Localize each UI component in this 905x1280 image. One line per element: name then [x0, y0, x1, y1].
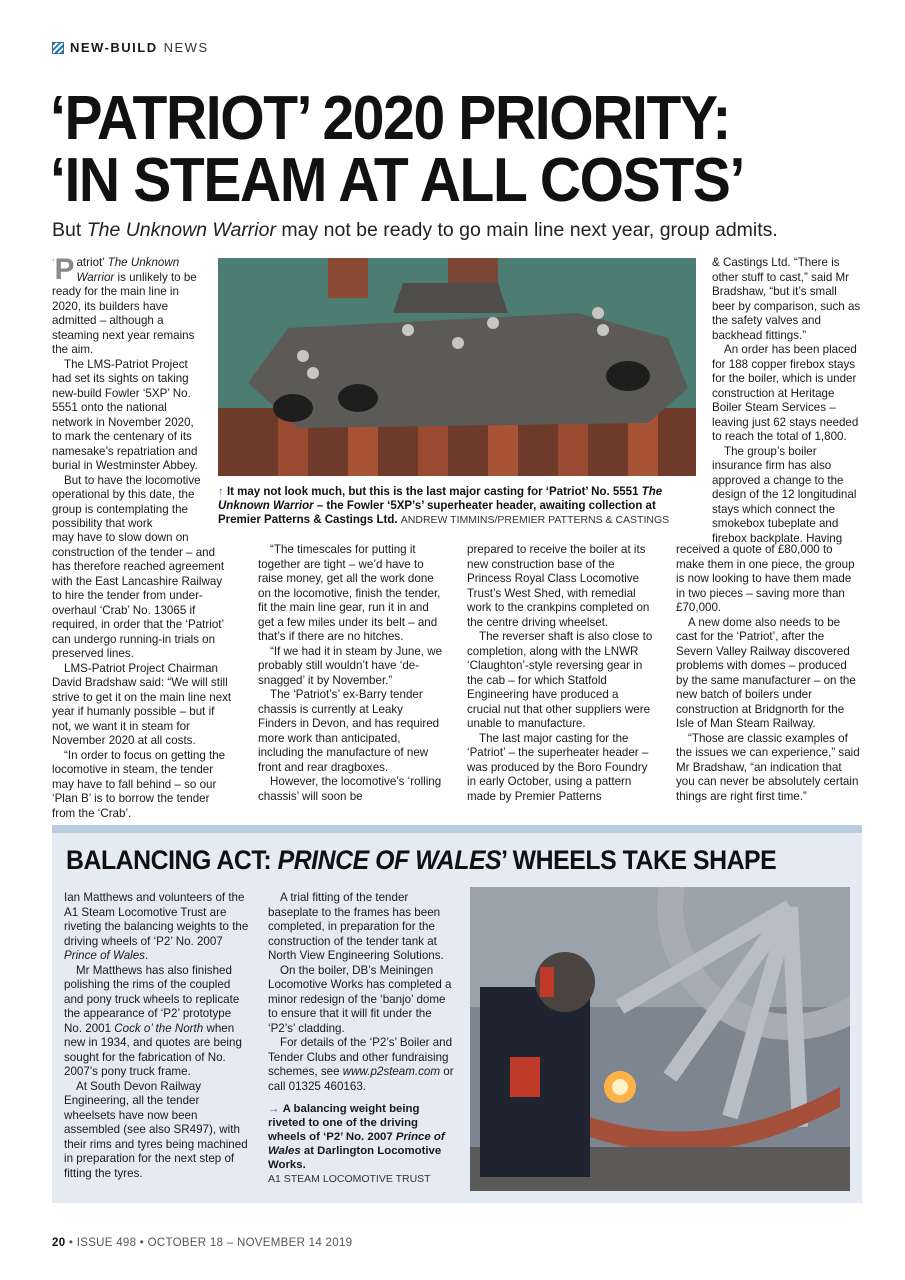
- article-paragraph: The reverser shaft is also close to completion, along with the LNWR ‘Claughton’-style reversing gear in the cab – for which Statfold Engineering have produced a crucial nut that other suppliers were unable to manufacture.: [467, 630, 653, 730]
- section-tag: [52, 40, 209, 55]
- section-marker-icon: [52, 42, 64, 54]
- dropcap-quote: ‘: [52, 257, 55, 269]
- dropcap: P: [54, 253, 75, 286]
- article-paragraph: However, the locomotive’s ‘rolling chassis’ will soon be: [258, 775, 442, 803]
- article-paragraph: The ‘Patriot’s’ ex-Barry tender chassis is currently at Leaky Finders in Devon, and has required more work than anticipated, including the manufacture of new front and rear dragboxes.: [258, 688, 440, 774]
- article-paragraph: & Castings Ltd. “There is other stuff to cast,” said Mr Bradshaw, “but it’s small beer by comparison, such as the safety valves and backhead fittings.”: [712, 256, 861, 342]
- article-column-2: [258, 543, 444, 804]
- box-paragraph: Mr Matthews has also finished polishing the rims of the coupled and pony truck wheels to replicate the appearance of ‘P2’ prototype No. 2001 Cock o’ the North when new in 1934, and quotes are being sought for the fabrication of No. 2007’s pony truck frame.: [64, 963, 242, 1078]
- headline: [50, 84, 804, 215]
- caption-arrow-icon: →: [268, 1103, 280, 1115]
- box-title: BALANCING ACT: PRINCE OF WALES’ WHEELS TAKE SHAPE: [66, 845, 777, 875]
- superheater-header-photo: [218, 258, 696, 476]
- box-paragraph: A trial fitting of the tender baseplate to the frames has been completed, in preparation for the construction of the tender tank at North View Engineering Solutions.: [268, 891, 444, 962]
- standfirst-post: may not be ready to go main line next year, group admits.: [275, 219, 778, 241]
- photo-caption-2: → A balancing weight being riveted to one of the driving wheels of ‘P2’ No. 2007 Prince of Wales at Darlington Locomotive Works. A1 STEAM LOCOMOTIVE TRUST: [268, 1103, 445, 1185]
- page-footer: [52, 1237, 352, 1249]
- box-paragraph: For details of the ‘P2’s’ Boiler and Tender Clubs and other fundraising schemes, see www.p2steam.com or call 01325 460163.: [268, 1036, 454, 1093]
- wheel-riveting-photo: [470, 887, 850, 1191]
- box-column-1: [64, 891, 250, 1181]
- article-column-1-continued: [52, 531, 234, 821]
- box-paragraph: On the boiler, DB’s Meiningen Locomotive Works has completed a minor redesign of the ‘banjo’ dome to ensure that it will fit under the ‘P2’s’ cladding.: [268, 963, 452, 1035]
- box-paragraph: At South Devon Railway Engineering, all the tender wheelsets have now been assembled (see also SR497), with their rims and tyres being machined in preparation for the next step of fitting the tyres.: [64, 1079, 248, 1180]
- article-paragraph: But to have the locomotive operational by this date, the group is contemplating the possibility that work: [52, 473, 201, 530]
- caption-arrow-icon: ↑: [218, 486, 224, 498]
- standfirst: [52, 219, 778, 242]
- article-paragraph: “If we had it in steam by June, we probably still wouldn’t have ‘de-snagged’ it by November.”: [258, 644, 443, 687]
- article-paragraph: prepared to receive the boiler at its new construction base of the Princess Royal Class Locomotive Trust’s West Shed, with remedial work to the crankpins completed on the centre driving wheelset.: [467, 543, 650, 629]
- article-paragraph: A new dome also needs to be cast for the ‘Patriot’, after the Severn Valley Railway discovered problems with domes – produced by the same manufacturer – on the new batch of boilers under construction at Bridgnorth for the Isle of Man Steam Railway.: [676, 615, 856, 730]
- article-column-4-continued: [676, 543, 862, 804]
- article-column-3: [467, 543, 653, 804]
- standfirst-pre: But: [52, 219, 87, 241]
- article-paragraph: LMS-Patriot Project Chairman David Bradshaw said: “We will still strive to get it on the main line next year if humanly possible – but if not, we want it in steam for November 2020 at all costs.: [52, 661, 232, 747]
- issue-info: • ISSUE 498 • OCTOBER 18 – NOVEMBER 14 2019: [65, 1237, 353, 1249]
- article-paragraph: An order has been placed for 188 copper firebox stays for the boiler, which is under construction at Heritage Boiler Steam Services – leaving just 62 stays needed to reach the total of 1,800.: [712, 343, 859, 443]
- photo-credit: A1 STEAM LOCOMOTIVE TRUST: [268, 1173, 431, 1185]
- article-paragraph: “In order to focus on getting the locomotive in steam, the tender may have to fall behind – so our ‘Plan B’ is to borrow the tender from the ‘Crab’.: [52, 748, 226, 820]
- box-column-2: [268, 891, 458, 1186]
- page-number: 20: [52, 1237, 66, 1249]
- section-tag-light: NEWS: [163, 40, 209, 55]
- section-tag-bold: NEW-BUILD: [70, 40, 158, 55]
- photo-caption-1: ↑ It may not look much, but this is the last major casting for ‘Patriot’ No. 5551 The Unknown Warrior – the Fowler ‘5XP’s’ superheater header, awaiting collection at Premier Patterns & Castings Ltd. ANDREW TIMMINS/PREMIER PATTERNS & CASTINGS: [218, 486, 670, 526]
- headline-line-1: ‘PATRIOT’ 2020 PRIORITY:: [50, 84, 731, 153]
- article-paragraph: ‘ P atriot’ The Unknown Warrior is unlikely to be ready for the main line in 2020, its builders have admitted – although a steaming next year remains the aim.: [52, 253, 197, 356]
- box-paragraph: Ian Matthews and volunteers of the A1 Steam Locomotive Trust are riveting the balancing weights to the driving wheels of ‘P2’ No. 2007 Prince of Wales.: [64, 891, 249, 962]
- article-paragraph: The LMS-Patriot Project had set its sights on taking new-build Fowler ‘5XP’ No. 5551 onto the national network in November 2020, to mark the centenary of its namesake’s repatriation and burial in Westminster Abbey.: [52, 357, 198, 472]
- article-column-1: [52, 253, 202, 532]
- sidebar-box: [52, 825, 862, 1203]
- article-paragraph: received a quote of £80,000 to make them in one piece, the group is now looking to have them made in two pieces – saving more than £70,000.: [676, 543, 855, 614]
- article-column-4: [712, 256, 862, 546]
- photo-credit: ANDREW TIMMINS/PREMIER PATTERNS & CASTINGS: [400, 514, 670, 526]
- article-paragraph: may have to slow down on construction of the tender – and has therefore reached agreement with the East Lancashire Railway to hire the tender from under-overhaul ‘Crab’ No. 13065 if required, in order that the ‘Patriot’ can undergo running-in trials on preserved lines.: [52, 531, 225, 660]
- article-paragraph: The group’s boiler insurance firm has also approved a change to the design of the 12 longitudinal stays which connect the smokebox tubeplate and firebox backplate. Having: [712, 444, 857, 545]
- standfirst-italic: The Unknown Warrior: [86, 219, 276, 241]
- box-top-bar: [52, 825, 862, 833]
- headline-line-2: ‘IN STEAM AT ALL COSTS’: [50, 146, 744, 215]
- article-paragraph: “The timescales for putting it together are tight – we’d have to raise money, get all the work done on the locomotive, finish the tender, fit the main line gear, run it in and get a few miles under its belt – and that’s if there are no hitches.: [258, 543, 441, 643]
- article-paragraph: The last major casting for the ‘Patriot’ – the superheater header – was produced by the Boro Foundry in early October, using a pattern made by Premier Patterns: [467, 731, 649, 803]
- article-paragraph: “Those are classic examples of the issues we can experience,” said Mr Bradshaw, “an indication that you can never be absolutely certain things are right first time.”: [676, 731, 860, 803]
